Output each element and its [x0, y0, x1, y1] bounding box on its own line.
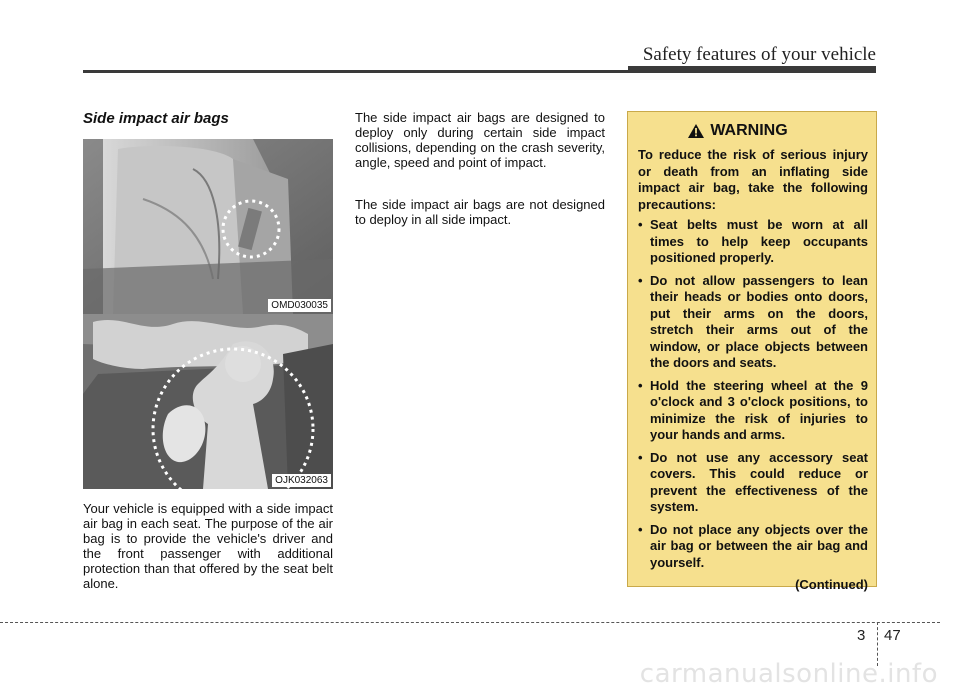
- warning-item: • Seat belts must be worn at all times to help keep occupants positioned properly.: [638, 217, 868, 267]
- warning-intro: To reduce the risk of serious injury or death from an inflating side impact air bag, take the following precautions:: [638, 147, 868, 212]
- continued-label: (Continued): [795, 577, 868, 592]
- middle-paragraph-2: The side impact air bags are not designed to deploy in all side impact.: [355, 197, 605, 227]
- header-rule-accent: [628, 66, 876, 71]
- footer-rule: [0, 622, 940, 623]
- page-header-title: Safety features of your vehicle: [642, 44, 876, 65]
- figure-code: OMD030035: [268, 299, 331, 312]
- warning-header: [608, 122, 868, 140]
- watermark: carmanualsonline.info: [639, 659, 938, 689]
- deployed-airbag-illustration: [83, 314, 333, 489]
- page-number: 47: [884, 627, 901, 644]
- figure-code: OJK032063: [272, 474, 331, 487]
- warning-item: • Do not place any objects over the air bag or between the air bag and yourself.: [638, 522, 868, 572]
- warning-item: • Do not use any accessory seat covers. This could reduce or prevent the effectiveness of the system.: [638, 450, 868, 516]
- warning-item: • Hold the steering wheel at the 9 o'clock and 3 o'clock positions, to minimize the risk of injuries to your hands and arms.: [638, 378, 868, 444]
- warning-box: [627, 111, 877, 592]
- left-paragraph: Your vehicle is equipped with a side impact air bag in each seat. The purpose of the air bag is to provide the vehicle's driver and the front passenger with additional protection than that offered by the seat belt alone.: [83, 501, 333, 591]
- seat-illustration: [83, 139, 333, 314]
- section-title: Side impact air bags: [83, 110, 229, 127]
- warning-list: [638, 217, 868, 571]
- warning-title: WARNING: [710, 122, 788, 139]
- deployed-airbag-figure: [83, 314, 333, 489]
- page-section-number: 3: [857, 627, 866, 644]
- seat-airbag-figure: [83, 139, 333, 314]
- middle-paragraph-1: The side impact air bags are designed to deploy only during certain side impact collisions, depending on the crash severity, angle, speed and point of impact.: [355, 110, 605, 170]
- warning-triangle-icon: [688, 124, 704, 138]
- warning-item: • Do not allow passengers to lean their heads or bodies onto doors, put their arms on the doors, stretch their arms out of the window, or place objects between the doors and seats.: [638, 273, 868, 372]
